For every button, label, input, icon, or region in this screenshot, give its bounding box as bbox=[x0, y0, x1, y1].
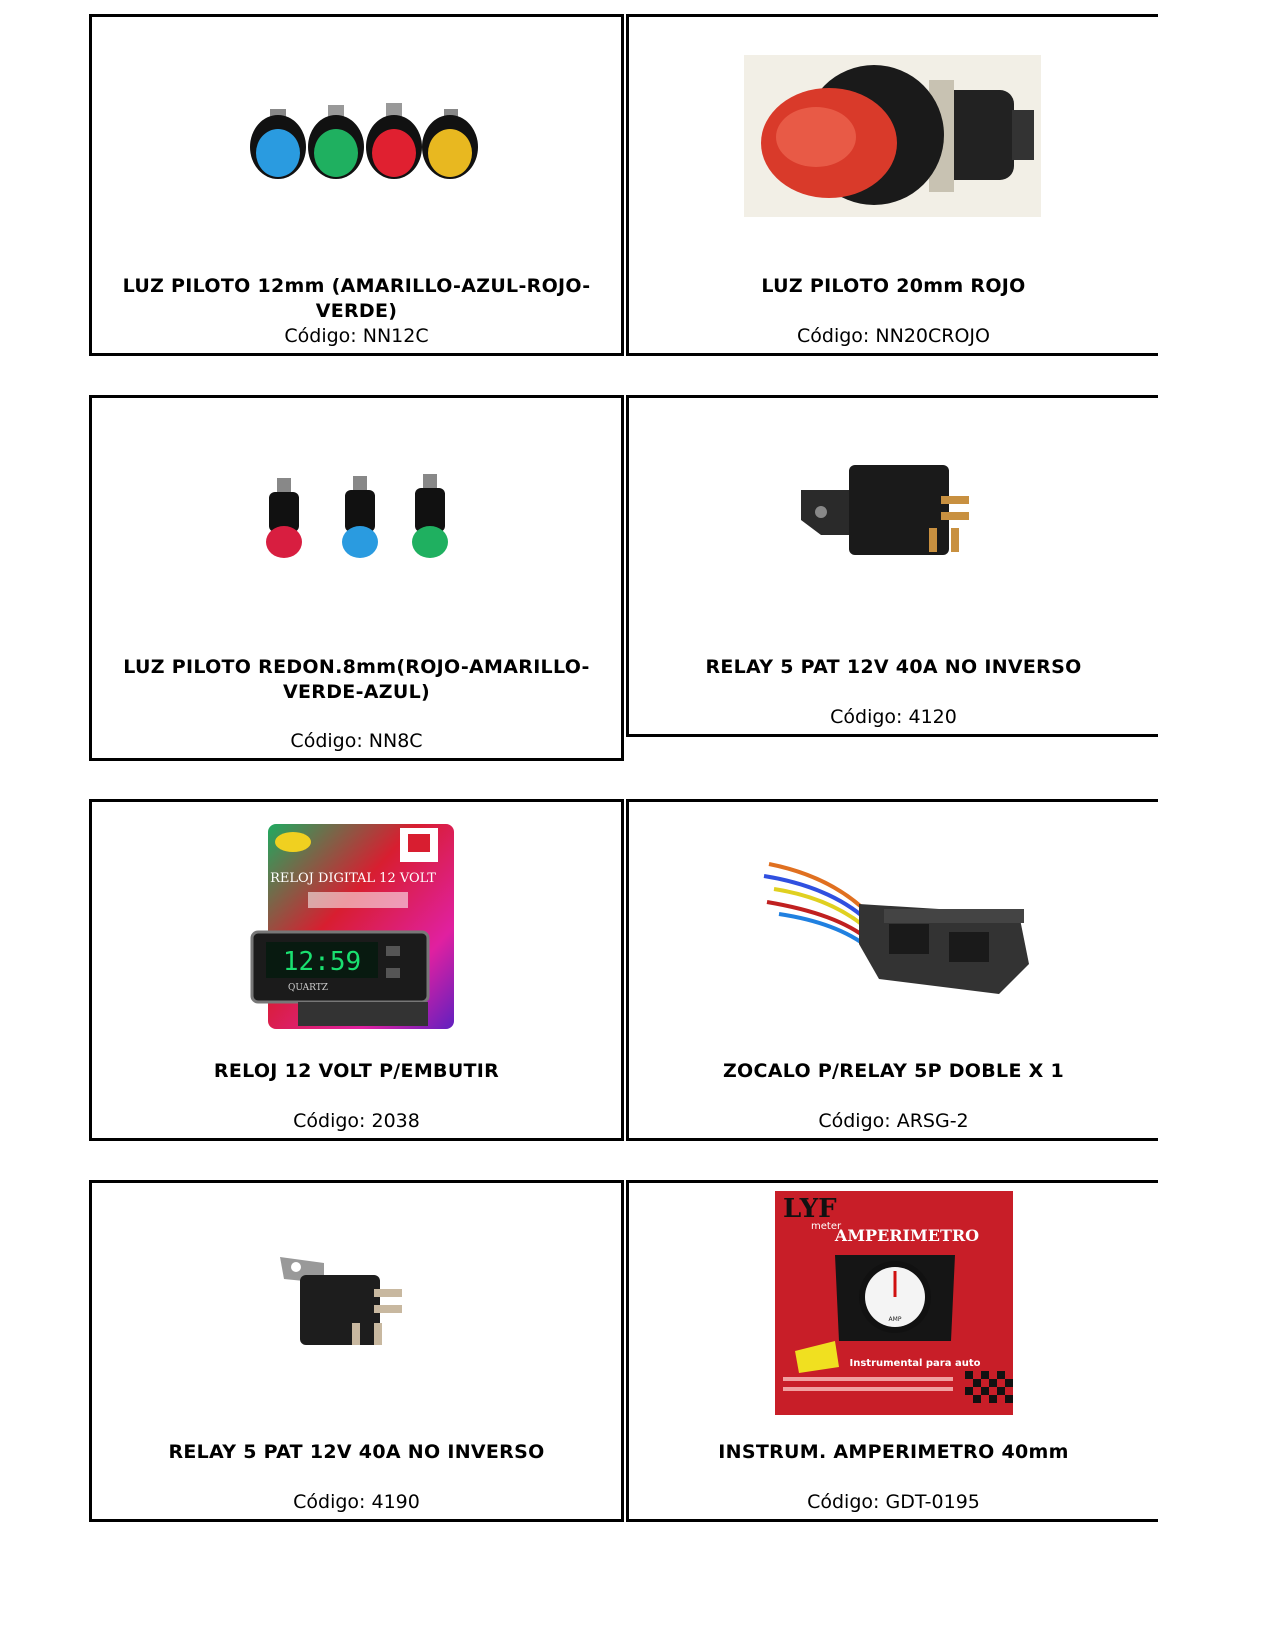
clock-display: 12:59 bbox=[282, 947, 362, 977]
product-card bbox=[626, 1180, 1158, 1522]
product-card bbox=[626, 799, 1158, 1141]
product-code: Código: NN8C bbox=[290, 730, 423, 752]
product-title: LUZ PILOTO 12mm (AMARILLO-AZUL-ROJO-VERDE) bbox=[122, 275, 591, 322]
ammeter-meter: meter bbox=[811, 1221, 842, 1232]
ammeter-subtitle: Instrumental para auto bbox=[849, 1358, 981, 1369]
product-card bbox=[89, 14, 624, 356]
product-image bbox=[801, 460, 981, 560]
product-image bbox=[240, 87, 480, 207]
product-title: LUZ PILOTO REDON.8mm(ROJO-AMARILLO-VERDE-AZUL) bbox=[123, 656, 590, 703]
package-label: RELOJ DIGITAL 12 VOLT bbox=[270, 871, 436, 886]
product-code: Código: NN20CROJO bbox=[797, 325, 990, 347]
product-code: Código: 4190 bbox=[293, 1491, 420, 1513]
product-image bbox=[775, 1191, 1013, 1415]
product-code: Código: GDT-0195 bbox=[807, 1491, 980, 1513]
product-title: ZOCALO P/RELAY 5P DOBLE X 1 bbox=[722, 1060, 1065, 1082]
product-card bbox=[626, 395, 1158, 737]
clock-brand: QUARTZ bbox=[288, 983, 329, 993]
product-title: LUZ PILOTO 20mm ROJO bbox=[761, 275, 1026, 297]
product-image bbox=[274, 1249, 414, 1347]
product-image bbox=[257, 470, 467, 570]
product-code: Código: ARSG-2 bbox=[818, 1110, 969, 1132]
product-title: RELOJ 12 VOLT P/EMBUTIR bbox=[213, 1060, 500, 1082]
product-title: RELAY 5 PAT 12V 40A NO INVERSO bbox=[168, 1441, 545, 1463]
product-code: Código: NN12C bbox=[284, 325, 429, 347]
ammeter-title: AMPERIMETRO bbox=[834, 1226, 980, 1245]
product-card bbox=[89, 799, 624, 1141]
product-card bbox=[89, 1180, 624, 1522]
ammeter-unit: AMP bbox=[888, 1316, 902, 1323]
product-code: Código: 4120 bbox=[830, 706, 957, 728]
product-image bbox=[759, 854, 1034, 1004]
ammeter-brand: LYF bbox=[783, 1194, 837, 1224]
product-title: INSTRUM. AMPERIMETRO 40mm bbox=[718, 1441, 1069, 1463]
product-code: Código: 2038 bbox=[293, 1110, 420, 1132]
product-image bbox=[248, 820, 456, 1032]
product-image bbox=[744, 55, 1041, 217]
product-title: RELAY 5 PAT 12V 40A NO INVERSO bbox=[705, 656, 1082, 678]
product-card bbox=[626, 14, 1158, 356]
product-card bbox=[89, 395, 624, 761]
